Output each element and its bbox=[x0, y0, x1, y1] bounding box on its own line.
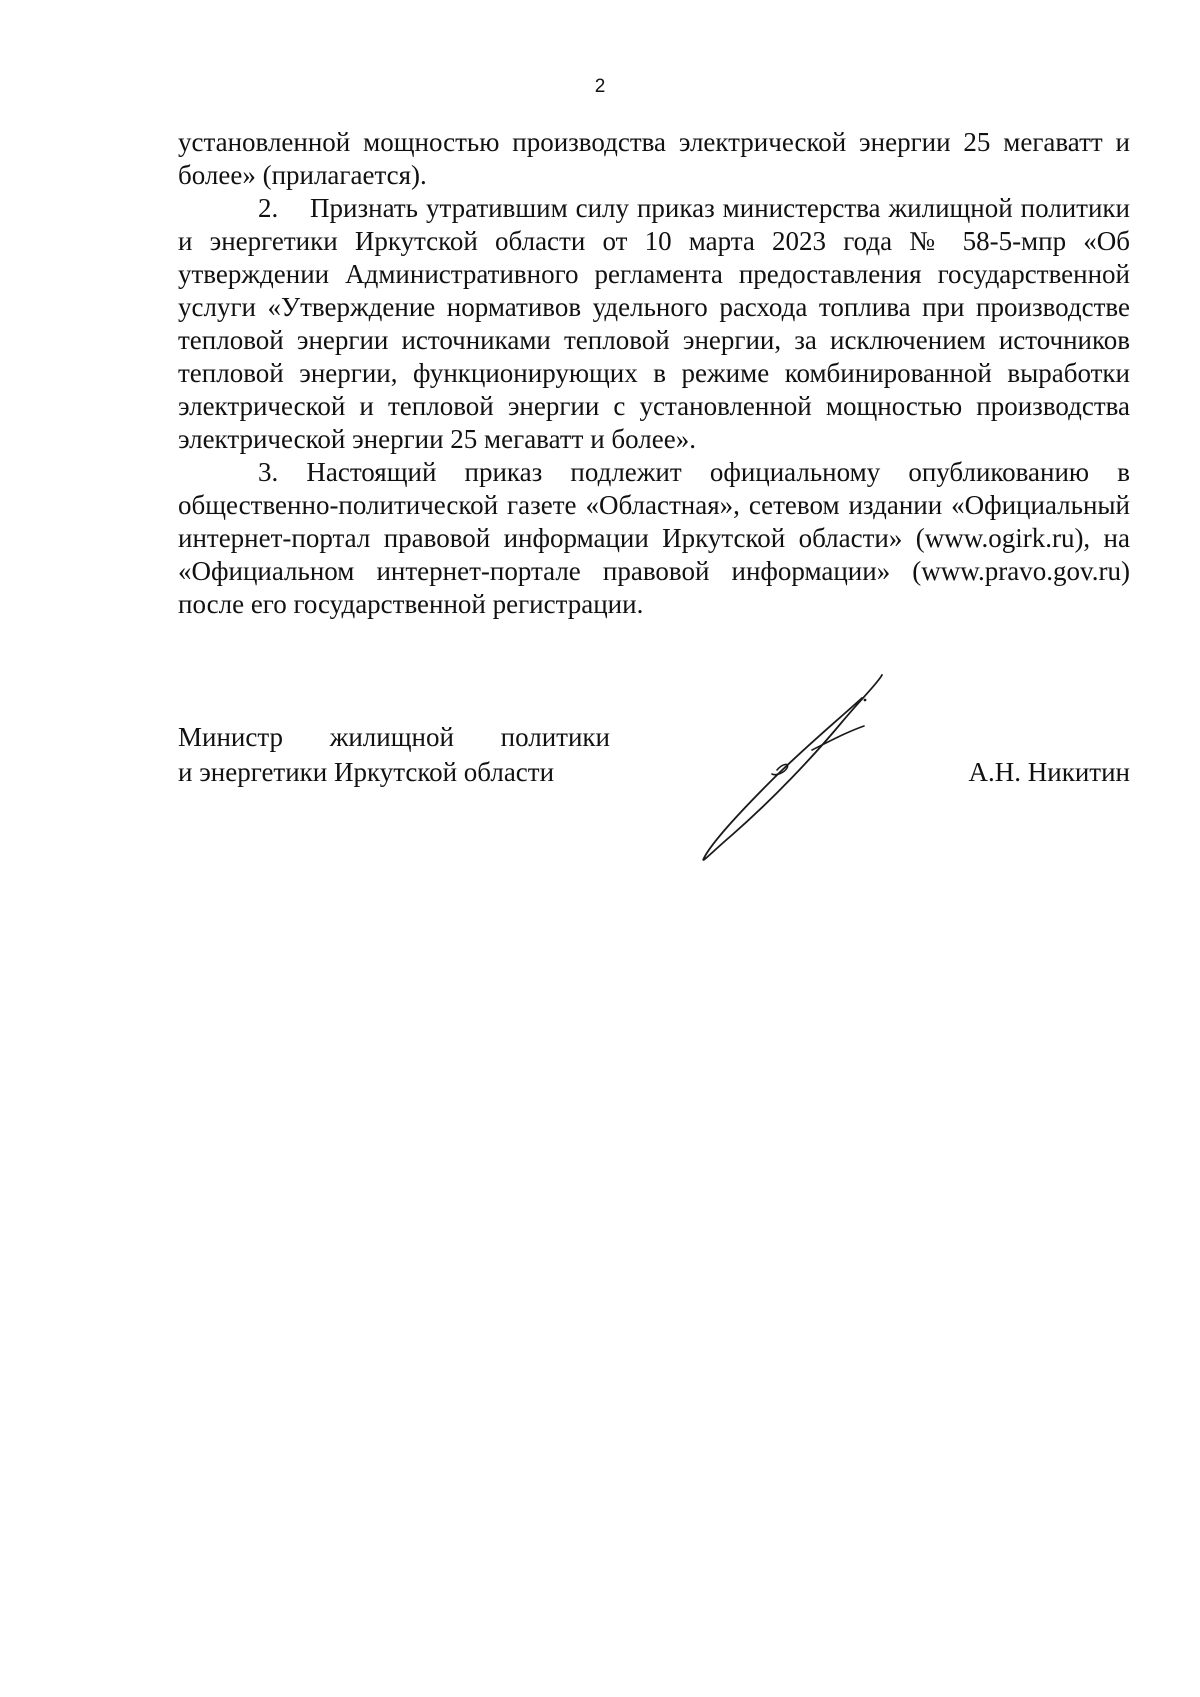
document-body bbox=[178, 126, 1130, 621]
paragraph-2: 2. Признать утратившим силу приказ министерства жилищной политики и энергетики Иркутской области от 10 марта 2023 года № 58-5-мпр «Об утверждении Административного регламента предоставления государственной услуги «Утверждение нормативов удельного расхода топлива при производстве тепловой энергии источниками тепловой энергии, за исключением источников тепловой энергии, функционирующих в режиме комбинированной выработки электрической и тепловой энергии с установленной мощностью производства электрической энергии 25 мегаватт и более». bbox=[178, 193, 1130, 454]
position-word-1: Министр bbox=[178, 722, 283, 752]
handwritten-signature bbox=[672, 670, 902, 870]
paragraph-continuation: установленной мощностью производства электрической энергии 25 мегаватт и более» (прилагается). bbox=[178, 127, 1130, 190]
position-word-2: жилищной bbox=[329, 722, 454, 752]
page-number: 2 bbox=[594, 76, 606, 97]
signatory-position bbox=[178, 720, 610, 790]
paragraph-3: 3. Настоящий приказ подлежит официальному опубликованию в общественно-политической газете «Областная», сетевом издании «Официальный интернет-портал правовой информации Иркутской области» (www.ogirk.ru), на «Официальном интернет-портале правовой информации» (www.pravo.gov.ru) после его государственной регистрации. bbox=[178, 457, 1130, 619]
signatory-position-line-2: и энергетики Иркутской области bbox=[178, 757, 555, 787]
position-word-3: политики bbox=[500, 722, 610, 752]
signatory-position-line-1 bbox=[178, 720, 610, 755]
signatory-name: А.Н. Никитин bbox=[968, 757, 1130, 787]
